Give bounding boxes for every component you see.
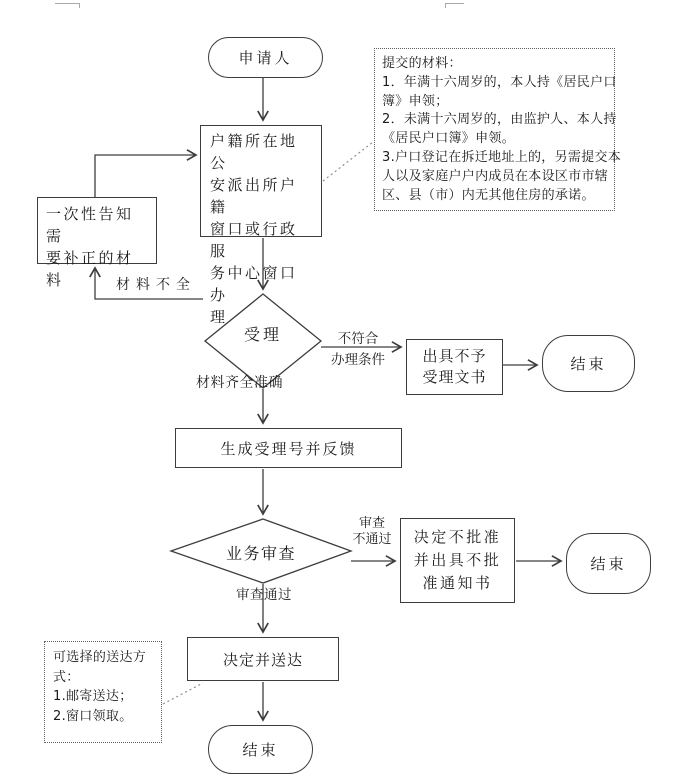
annotation-line: 2.窗口领取。 [53, 708, 133, 724]
process-box-disapprove-notice [400, 518, 515, 603]
accept-diamond-label: 受理 [243, 325, 282, 344]
process-line: 一次性告知需 [46, 205, 134, 245]
annotation-line: 1．年满十六周岁的，本人持《居民户口 [382, 74, 617, 90]
annotation-line: 1.邮寄送达； [53, 689, 133, 704]
edge-notify-to-window [95, 155, 196, 197]
branch-label-line: 不符合 [337, 331, 379, 347]
connector-materials-note [323, 142, 373, 181]
annotation-line: 簿》申领； [382, 93, 449, 109]
end-terminator-bottom: 结束 [208, 725, 313, 774]
branch-label-line: 不通过 [352, 531, 392, 547]
annotation-line: 可选择的送达方 [53, 650, 147, 665]
process-line: 出具不予 [422, 347, 487, 365]
end-terminator-mid: 结束 [566, 533, 651, 594]
process-line: 受理文书 [422, 368, 487, 386]
process-line: 决定不批准 [413, 528, 502, 546]
branch-label-not-qualified [327, 329, 389, 371]
start-terminator-applicant: 申请人 [208, 37, 323, 78]
review-diamond-label: 业务审查 [225, 544, 296, 563]
annotation-line: 3.户口登记在拆迁地址上的，另需提交本 [382, 149, 622, 165]
annotation-line: 《居民户口簿》申领。 [382, 131, 516, 147]
process-box-reject-document [406, 339, 503, 395]
delivery-annotation-box [44, 641, 162, 743]
branch-label-review-pass: 审查通过 [236, 587, 292, 603]
process-line: 理 [210, 308, 228, 326]
process-line: 并出具不批 [413, 551, 502, 569]
end-terminator-top: 结束 [542, 335, 635, 392]
annotation-line: 2．未满十六周岁的，由监护人、本人持 [382, 112, 617, 128]
branch-label-review-fail [345, 516, 399, 547]
annotation-line: 区、县（市）内无其他住房的承诺。 [382, 187, 595, 203]
branch-label-line: 办理条件 [331, 352, 385, 368]
materials-annotation-box [374, 48, 622, 211]
annotation-line: 式： [53, 669, 80, 685]
annotation-line: 提交的材料： [382, 56, 462, 71]
process-box-decide-deliver: 决定并送达 [187, 637, 339, 681]
process-line: 准通知书 [422, 574, 493, 592]
connector-delivery-note [163, 683, 203, 704]
process-line: 窗口或行政服 [210, 220, 298, 260]
process-box-notify-correction [37, 197, 157, 289]
branch-label-material-incomplete: 材料不全 [116, 277, 196, 293]
process-line: 要补正的材料 [46, 249, 134, 289]
process-line: 安派出所户籍 [210, 176, 298, 216]
process-box-generate-number: 生成受理号并反馈 [175, 428, 402, 468]
branch-label-material-complete: 材料齐全准确 [196, 375, 283, 391]
process-box-registration-window [200, 125, 322, 326]
branch-label-line: 审查 [358, 516, 385, 531]
process-line: 务中心窗口办 [210, 264, 298, 304]
process-line: 户籍所在地公 [210, 132, 298, 172]
annotation-line: 人以及家庭户户内成员在本设区市市辖 [382, 168, 609, 184]
